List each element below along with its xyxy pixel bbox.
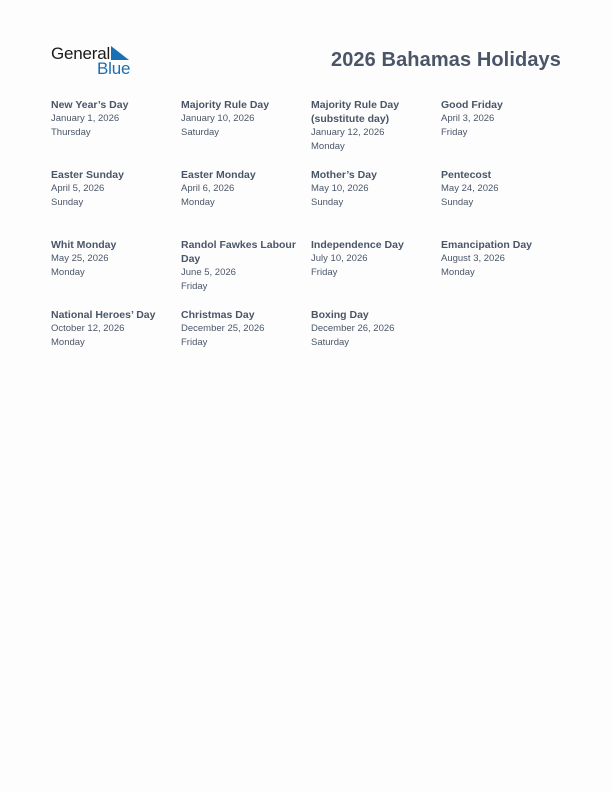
- holiday-name: Christmas Day: [181, 309, 255, 321]
- holiday-weekday: Thursday: [51, 127, 91, 138]
- holiday-name: National Heroes’ Day: [51, 309, 156, 321]
- holiday-entry: [51, 168, 181, 238]
- holiday-date: June 5, 2026: [181, 267, 236, 278]
- holiday-name: Boxing Day: [311, 309, 369, 321]
- holiday-entry: [311, 98, 441, 168]
- holiday-weekday: Monday: [181, 197, 215, 208]
- holiday-name: Emancipation Day: [441, 239, 533, 251]
- holiday-entry: [311, 238, 441, 308]
- holiday-entry: [181, 308, 311, 378]
- holiday-weekday: Saturday: [311, 337, 350, 348]
- holiday-date: May 10, 2026: [311, 183, 369, 194]
- holiday-name: Mother’s Day: [311, 169, 377, 181]
- holiday-weekday: Monday: [51, 337, 85, 348]
- holiday-name: Pentecost: [441, 169, 492, 181]
- holiday-date: December 26, 2026: [311, 323, 395, 334]
- holiday-weekday: Friday: [441, 127, 468, 138]
- holiday-name: Whit Monday: [51, 239, 117, 251]
- holiday-date: April 3, 2026: [441, 113, 495, 124]
- holiday-date: May 25, 2026: [51, 253, 109, 264]
- holiday-weekday: Monday: [311, 141, 345, 152]
- holiday-grid: [51, 98, 571, 378]
- logo-word-general: General: [51, 44, 111, 63]
- holiday-weekday: Sunday: [441, 197, 474, 208]
- holiday-date: December 25, 2026: [181, 323, 265, 334]
- holiday-date: May 24, 2026: [441, 183, 499, 194]
- holiday-date: August 3, 2026: [441, 253, 505, 264]
- holiday-name: Independence Day: [311, 239, 404, 251]
- holiday-date: April 5, 2026: [51, 183, 105, 194]
- holiday-entry: [181, 168, 311, 238]
- holiday-date: January 10, 2026: [181, 113, 255, 124]
- holiday-entry: [181, 98, 311, 168]
- brand-logo: [51, 44, 141, 78]
- holiday-weekday: Monday: [441, 267, 475, 278]
- holiday-date: July 10, 2026: [311, 253, 368, 264]
- holiday-name: Easter Sunday: [51, 169, 124, 181]
- holiday-name: Randol Fawkes Labour Day: [181, 239, 296, 265]
- holiday-weekday: Saturday: [181, 127, 220, 138]
- holiday-entry: [311, 168, 441, 238]
- holiday-name: Majority Rule Day: [181, 99, 270, 111]
- holiday-date: January 12, 2026: [311, 127, 385, 138]
- holiday-name: Majority Rule Day (substitute day): [311, 99, 400, 125]
- holiday-entry: [311, 308, 441, 378]
- holiday-name: Easter Monday: [181, 169, 256, 181]
- logo-word-blue: Blue: [97, 59, 131, 78]
- holiday-weekday: Sunday: [51, 197, 84, 208]
- holiday-entry: [51, 238, 181, 308]
- page-title: 2026 Bahamas Holidays: [330, 49, 561, 71]
- holiday-weekday: Friday: [181, 281, 208, 292]
- holiday-date: January 1, 2026: [51, 113, 120, 124]
- holiday-entry: [441, 238, 571, 308]
- holiday-weekday: Friday: [181, 337, 208, 348]
- holiday-entry: [441, 168, 571, 238]
- holiday-name: New Year’s Day: [51, 99, 129, 111]
- holiday-name: Good Friday: [441, 99, 503, 111]
- holiday-date: October 12, 2026: [51, 323, 125, 334]
- holiday-weekday: Monday: [51, 267, 85, 278]
- holiday-entry: [51, 98, 181, 168]
- holiday-entry: [441, 98, 571, 168]
- holiday-weekday: Sunday: [311, 197, 344, 208]
- holiday-entry: [181, 238, 311, 308]
- holiday-entry: [51, 308, 181, 378]
- logo-triangle-icon: [111, 46, 129, 60]
- holiday-weekday: Friday: [311, 267, 338, 278]
- holiday-date: April 6, 2026: [181, 183, 235, 194]
